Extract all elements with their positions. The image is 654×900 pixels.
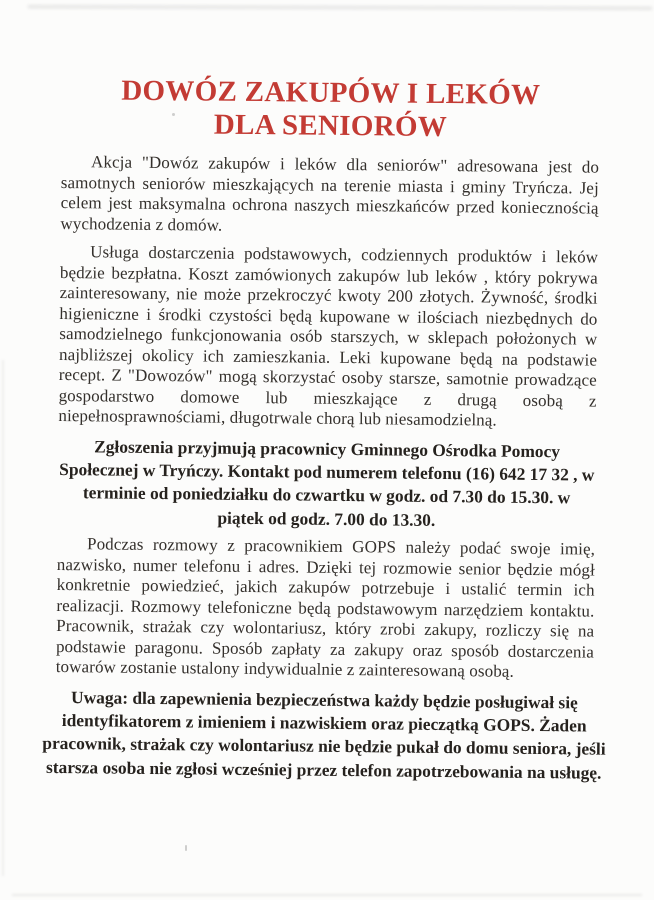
scan-artifact-left-edge <box>2 360 4 876</box>
document-title: DOWÓZ ZAKUPÓW I LEKÓW DLA SENIORÓW <box>121 74 541 144</box>
paragraph-podczas-rozmowy: Podczas rozmowy z pracownikiem GOPS należy podać swoje imię, nazwisko, numer telefonu i adres. Dzięki tej rozmowie senior będzie mógł konkretnie powiedzieć, jakich zakupów potrzebuje i ustalić termin ich realizacji. Rozmowy telefoniczne będą podstawowym narzędziem kontaktu. Pracownik, strażak czy wolontariusz, który zrobi zakupy, rozliczy się na podstawie paragonu. Sposób zapłaty za zakupy oraz sposób dostarczenia towarów zostanie ustalony indywidualnie z zainteresowaną osobą. <box>55 534 596 681</box>
paragraph-usluga-details: Usługa dostarczenia podstawowych, codziennych produktów i leków będzie bezpłatna. Koszt zamówionych zakupów lub leków , który pokrywa zainteresowany, nie może przekroczyć kwoty 200 złotych. Żywność, środki higieniczne i środki czystości będą kupowane w ilościach niezbędnych do samodzielnego funkcjonowania osób starszych, w sklepach położonych w najbliższej okolicy ich zamieszkania. Leki kupowane będą na podstawie recept. Z "Dowozów" mogą skorzystać osoby starsze, samotnie prowadzące gospodarstwo domowe lub mieszkające z drugą osobą z niepełnosprawnościami, długotrwale chorą lub niesamodzielną. <box>58 242 599 430</box>
scan-speck <box>185 845 187 851</box>
paragraph-akcja-intro: Akcja "Dowóz zakupów i leków dla seniorów" adresowana jest do samotnych seniorów mieszkających na terenie miasta i gminy Tryńcza. Jej celem jest maksymalna ochrona naszych mieszkańców przed koniecznością wychodzenia z domów. <box>60 152 600 235</box>
scan-artifact-bottom-edge <box>12 894 642 896</box>
document-body <box>42 74 606 785</box>
paragraph-zgloszenia-contact: Zgłoszenia przyjmują pracownicy Gminnego Ośrodka Pomocy Społecznej w Tryńczy. Kontakt pod numerem telefonu (16) 642 17 32 , w terminie od poniedziałku do czwartku w godz. od 7.30 do 15.30. w piątek od godz. 7.00 do 13.30. <box>59 435 595 530</box>
paragraph-uwaga-notice: Uwaga: dla zapewnienia bezpieczeństwa każdy będzie posługiwał się identyfikatorem z imieniem i nazwiskiem oraz pieczątką GOPS. Żaden pracownik, strażak czy wolontariusz nie będzie pukał do domu seniora, jeśli starsza osoba nie zgłosi wcześniej przez telefon zapotrzebowania na usługę. <box>42 686 606 783</box>
scan-artifact-top-edge <box>28 5 652 10</box>
